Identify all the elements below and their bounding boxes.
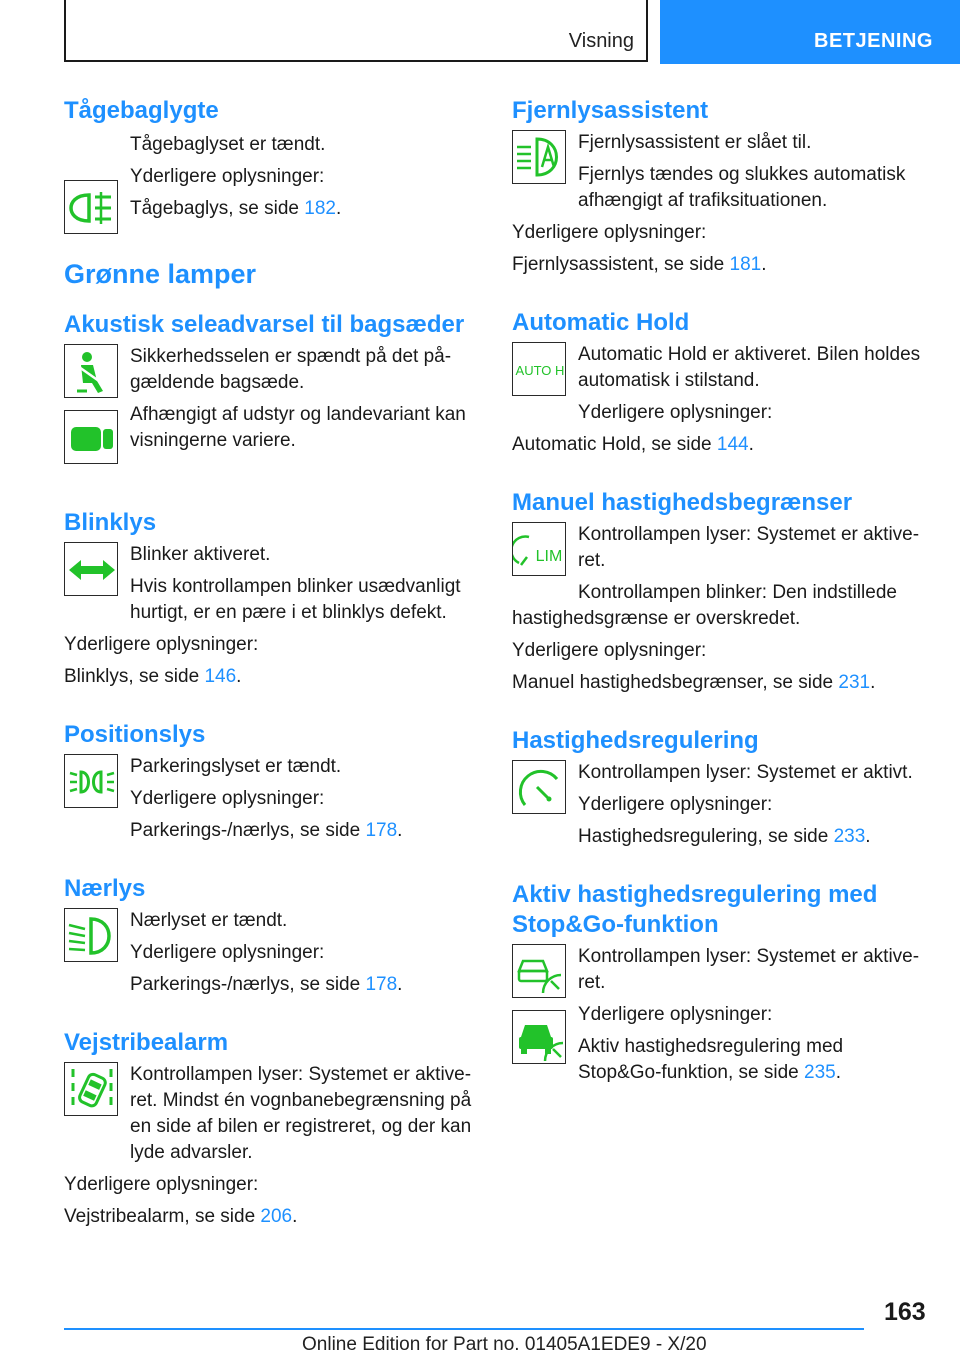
section-title-seatbelt: Akustisk seleadvarsel til bagsæder [64,311,465,338]
fog-line-2: Yderligere oplysninger: [130,166,325,187]
fog-page-link[interactable]: 182 [304,198,336,219]
high-beam-line-1: Fjernlysassistent er slået til. [578,132,812,153]
page-number: 163 [884,1298,926,1326]
position-page-link[interactable]: 178 [365,820,398,841]
position-light-icon [64,754,118,808]
lane-warning-ref: Vejstribealarm, se side 206. [64,1206,298,1227]
turn-signal-line-2: Hvis kontrollampen blinker usædvanligt hurtigt, er en pære i et blinklys defekt. [130,576,461,623]
header-section-label: Visning [568,30,634,52]
speed-limiter-more: Yderligere oplysninger: [512,640,707,661]
low-beam-icon [64,908,118,962]
seatbelt-icon [64,344,118,398]
section-title-high-beam-assist: Fjernlysassistent [512,97,709,124]
low-beam-ref: Parkerings-/nærlys, se side 178. [130,974,403,995]
entry-turn-signal [64,542,476,626]
automatic-hold-ref-text: Automatic Hold, se side [512,434,717,455]
footer-divider [64,1328,864,1330]
lane-warning-icon [64,1062,118,1116]
speed-limiter-icon [512,522,566,576]
automatic-hold-ref: Automatic Hold, se side 144. [512,434,754,455]
cruise-ref-text: Hastighedsregulering, se side [578,826,834,847]
automatic-hold-page-link[interactable]: 144 [716,434,749,455]
low-beam-page-link[interactable]: 178 [365,974,398,995]
high-beam-ref: Fjernlysassistent, se side 181. [512,254,767,275]
low-beam-ref-text: Parkerings-/nærlys, se side [130,974,366,995]
turn-signal-ref: Blinklys, se side 146. [64,666,242,687]
section-title-automatic-hold: Automatic Hold [512,309,690,336]
section-title-fog: Tågebaglygte [64,97,219,124]
header-section-box [64,0,648,62]
lane-warning-text: Kontrollampen lyser: Systemet er aktive-ret. Mindst én vognbanebegrænsning på en side af bilen er registreret, og der kan lyde advarsler. [130,1064,472,1163]
turn-signal-icon [64,542,118,596]
seatbelt-indicator-icon [64,410,118,464]
entry-automatic-hold [512,342,924,426]
speed-limiter-text-2: Kontrollampen blinker: Den indstillede hastighedsgrænse er overskredet. [512,582,897,629]
header-chapter-label: BETJENING [814,30,933,52]
turn-signal-more: Yderligere oplysninger: [64,634,259,655]
speed-limiter-text-1: Kontrollampen lyser: Systemet er aktive-ret. [578,524,920,571]
section-title-cruise-control: Hastighedsregulering [512,727,759,754]
turn-signal-line-1: Blinker aktiveret. [130,544,271,565]
section-title-lane-warning: Vejstribealarm [64,1029,229,1056]
fog-ref-text: Tågebaglys, se side [130,198,305,219]
low-beam-line-2: Yderligere oplysninger: [130,942,325,963]
section-title-green-lamps: Grønne lamper [64,259,257,289]
lane-warning-ref-text: Vejstribealarm, se side [64,1206,261,1227]
high-beam-line-2: Fjernlys tændes og slukkes automatisk afhængigt af trafiksituationen. [578,164,906,211]
speed-limiter-ref-text: Manuel hastighedsbegrænser, se side [512,672,839,693]
active-cruise-icon [512,944,566,998]
turn-signal-page-link[interactable]: 146 [204,666,237,687]
automatic-hold-line-1: Automatic Hold er aktiveret. Bilen holdes automatisk i stilstand. [578,344,921,391]
entry-lane-warning [64,1062,476,1166]
seatbelt-text-2: Afhængigt af udstyr og landevariant kan visningerne variere. [130,404,466,451]
fog-light-icon [64,180,118,234]
entry-cruise-control [512,760,924,850]
footer-edition: Online Edition for Part no. 01405A1EDE9 - X/20 [302,1334,707,1355]
section-title-speed-limiter: Manuel hastighedsbegrænser [512,489,853,516]
high-beam-more: Yderligere oplysninger: [512,222,707,243]
entry-speed-limiter [512,522,924,632]
turn-signal-ref-text: Blinklys, se side [64,666,205,687]
lane-warning-more: Yderligere oplysninger: [64,1174,259,1195]
entry-position-light [64,754,476,844]
cruise-line-2: Yderligere oplysninger: [578,794,773,815]
section-title-position-light: Positionslys [64,721,206,748]
entry-seatbelt [64,344,476,478]
position-ref: Parkerings-/nærlys, se side 178. [130,820,403,841]
active-cruise-ref: Aktiv hastighedsregulering med Stop&Go-funktion, se side 235. [578,1036,844,1083]
speed-limiter-icon-text: LIM [535,548,563,565]
automatic-hold-icon [512,342,566,396]
fog-ref: Tågebaglys, se side 182. [130,198,342,219]
header-chapter-tab[interactable] [660,0,960,64]
section-title-turn-signal: Blinklys [64,509,157,536]
active-cruise-page-link[interactable]: 235 [804,1062,836,1083]
automatic-hold-icon-text: AUTO H [515,363,565,378]
entry-high-beam-assist [512,130,924,214]
high-beam-page-link[interactable]: 181 [729,254,762,275]
active-cruise-line-2: Yderligere oplysninger: [578,1004,773,1025]
cruise-line-1: Kontrollampen lyser: Systemet er aktivt. [578,762,913,783]
automatic-hold-line-2: Yderligere oplysninger: [578,402,773,423]
right-column [512,96,924,1086]
cruise-page-link[interactable]: 233 [833,826,866,847]
entry-fog [64,130,476,222]
position-line-1: Parkeringslyset er tændt. [130,756,342,777]
speed-limiter-ref: Manuel hastighedsbegrænser, se side 231. [512,672,876,693]
low-beam-line-1: Nærlyset er tændt. [130,910,288,931]
high-beam-ref-text: Fjernlysassistent, se side [512,254,730,275]
cruise-ref: Hastighedsregulering, se side 233. [578,826,871,847]
section-title-low-beam: Nærlys [64,875,146,902]
section-title-active-cruise: Aktiv hastighedsregulering med Stop&Go-funktion [512,881,878,938]
speed-limiter-page-link[interactable]: 231 [838,672,871,693]
entry-low-beam [64,908,476,998]
entry-active-cruise [512,944,924,1086]
active-cruise-stopgo-icon [512,1010,566,1064]
fog-line-1: Tågebaglyset er tændt. [130,134,326,155]
active-cruise-ref-text: Aktiv hastighedsregulering med Stop&Go-funktion, se side [578,1036,844,1083]
position-line-2: Yderligere oplysninger: [130,788,325,809]
lane-warning-page-link[interactable]: 206 [260,1206,293,1227]
seatbelt-text-1: Sikkerhedsselen er spændt på det på-gældende bagsæde. [130,346,452,393]
cruise-control-icon [512,760,566,814]
high-beam-assist-icon [512,130,566,184]
position-ref-text: Parkerings-/nærlys, se side [130,820,366,841]
left-column [64,96,476,1230]
active-cruise-line-1: Kontrollampen lyser: Systemet er aktive-ret. [578,946,920,993]
